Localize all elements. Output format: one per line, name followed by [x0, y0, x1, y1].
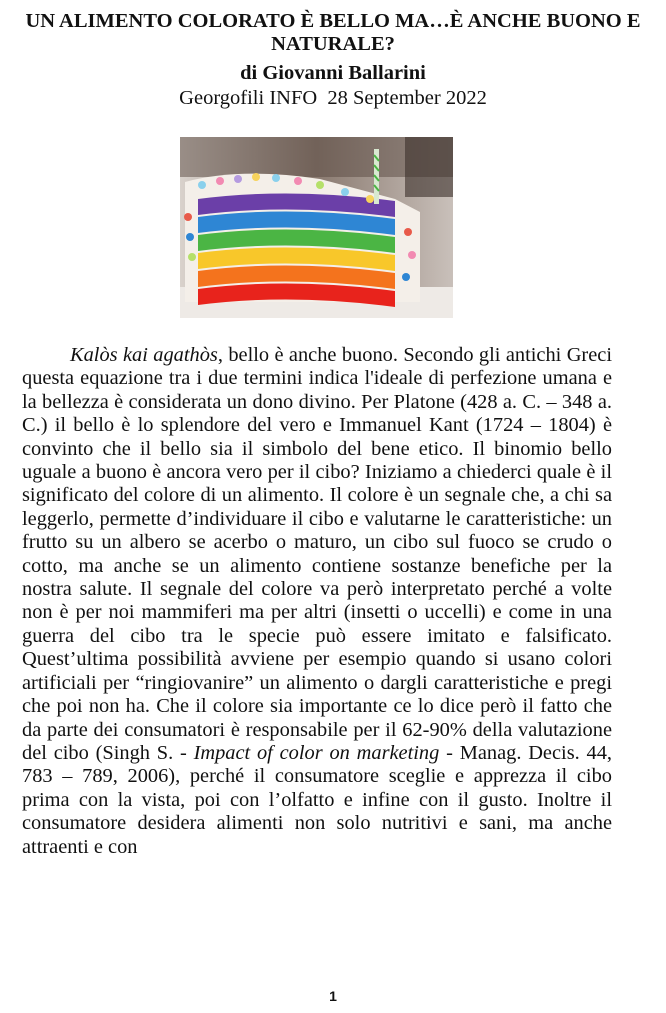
- page-number: 1: [329, 988, 337, 1004]
- article-paragraph: [22, 344, 612, 859]
- article-author: di Giovanni Ballarini: [240, 62, 426, 84]
- citation-title: Impact of color on marketing: [193, 741, 440, 764]
- lead-phrase: Kalòs kai agathòs: [70, 344, 218, 366]
- article-text-part1: , bello è anche buono. Secondo gli antichi Greci questa equazione tra i due termini indica l'ideale di perfezione umana e la bellezza è considerata un dono divino. Per Platone (428 a. C. – 348 a. C.) il bello è lo splendore del vero e Immanuel Kant (1724 – 1804) è convinto che il bello sia il simbolo del bene etico. Il binomio bello uguale a buono è ancora vero per il cibo? Iniziamo a chiederci quale è il significato del colore di un alimento. Il colore è un segnale che, a chi sa leggerlo, permette d’individuare il cibo e valutarne le caratteristiche: un frutto su un albero se acerbo o maturo, un cibo sul fuoco se crudo o cotto, ma anche se un alimento contiene sostanze benefiche per la nostra salute. Il segnale del colore va però interpretato perché a volte non è per noi mammiferi ma per altri (insetti o uccelli) e come in una guerra del cibo tra le specie può essere imitato e falsificato. Quest’ultima possibilità avviene per esempio quando si usano colori artificiali per “ringiovanire” un alimento o dargli caratteristiche e pregi che poi non ha. Che il colore sia importante ce lo dice però il fatto che da parte dei consumatori è responsabile per il 62-90% della valutazione del cibo (Singh S. -: [22, 344, 612, 764]
- article-text-part2: - Manag. Decis. 44, 783 – 789, 2006), perché il consumatore sceglie e apprezza il cibo prima con la vista, poi con l’olfatto e infine con il gusto. Inoltre il consumatore desidera alimenti non solo nutritivi e sani, ma anche attraenti e con: [22, 741, 613, 858]
- article-title: UN ALIMENTO COLORATO È BELLO MA…È ANCHE BUONO E NATURALE?: [25, 10, 641, 55]
- article-body: [22, 344, 612, 859]
- article-source: Georgofili INFO 28 September 2022: [179, 87, 487, 109]
- rainbow-cake-photo: [180, 137, 453, 318]
